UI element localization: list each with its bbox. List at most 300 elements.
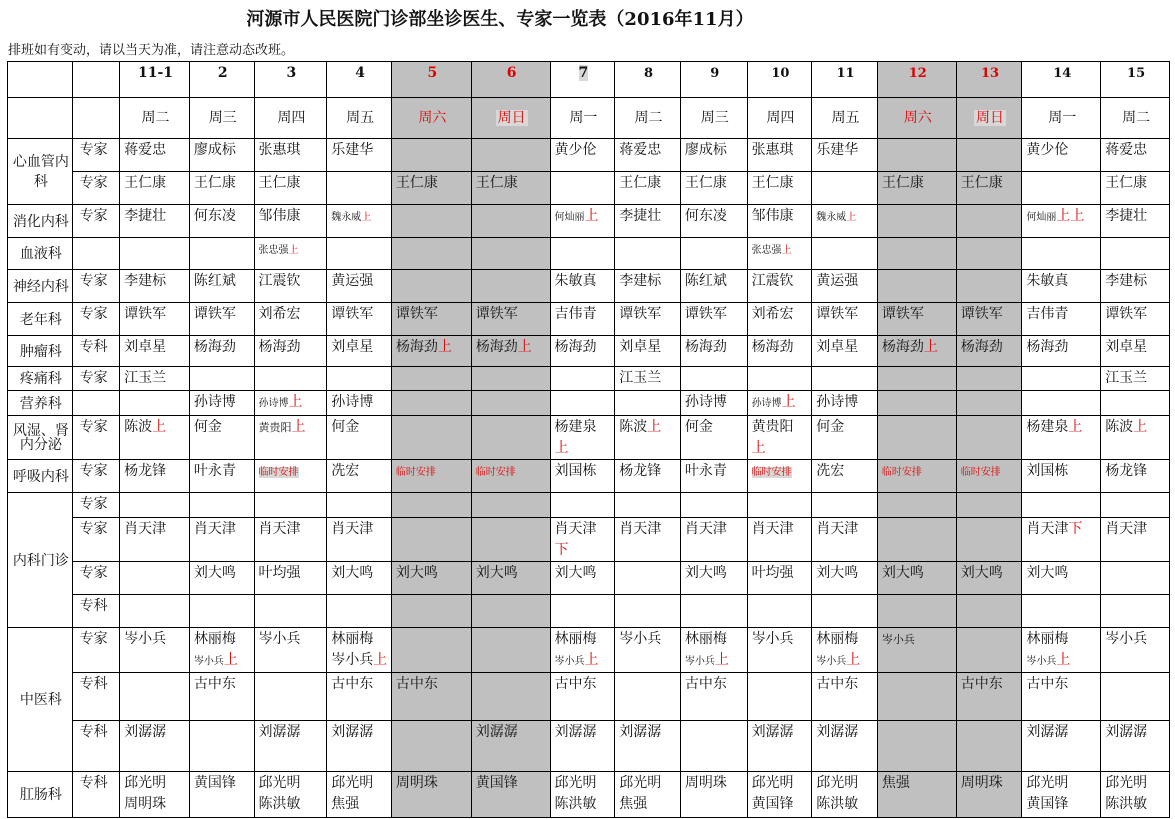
schedule-cell: 刘卓星 xyxy=(120,336,190,367)
schedule-cell: 刘卓星 xyxy=(1101,336,1170,367)
shift-marker: 下 xyxy=(1068,521,1083,537)
schedule-cell: 江玉兰 xyxy=(1101,367,1170,391)
shift-marker: 上 xyxy=(1068,419,1083,435)
schedule-cell: 刘大鸣 xyxy=(956,562,1022,595)
schedule-cell: 王仁康 xyxy=(615,172,681,205)
shift-marker: 上 xyxy=(517,339,532,355)
doctor-name: 黄国锋 xyxy=(475,775,518,791)
doctor-name: 邱光明 xyxy=(619,775,662,791)
shift-marker: 上 xyxy=(584,652,599,668)
schedule-cell xyxy=(680,721,747,772)
schedule-cell xyxy=(391,367,471,391)
schedule-cell: 王仁康 xyxy=(747,172,812,205)
category-cell: 专科 xyxy=(72,772,119,818)
category-cell: 专家 xyxy=(72,303,119,336)
doctor-name: 黄国锋 xyxy=(751,796,794,812)
weekday-cell xyxy=(956,98,1022,139)
schedule-cell: 王仁康 xyxy=(254,172,327,205)
schedule-cell: 谭铁军 xyxy=(680,303,747,336)
schedule-cell: 杨海劲 xyxy=(1022,336,1101,367)
schedule-cell: 古中东 xyxy=(812,673,878,721)
dept-cell: 呼吸内科 xyxy=(8,460,73,493)
schedule-cell xyxy=(120,595,190,628)
schedule-cell xyxy=(956,493,1022,518)
weekday-cell: 周六 xyxy=(877,98,956,139)
schedule-row xyxy=(8,416,1170,460)
shift-marker: 上 xyxy=(781,245,792,256)
doctor-name: 杨建泉 xyxy=(1026,419,1069,435)
dept-cell: 疼痛科 xyxy=(8,367,73,391)
doctor-name: 黄国锋 xyxy=(193,775,236,791)
schedule-cell xyxy=(254,416,327,460)
schedule-cell: 刘卓星 xyxy=(812,336,878,367)
schedule-cell xyxy=(189,493,254,518)
schedule-cell xyxy=(550,367,615,391)
shift-marker: 上 xyxy=(1070,208,1085,224)
schedule-cell xyxy=(747,416,812,460)
schedule-cell: 刘大鸣 xyxy=(812,562,878,595)
doctor-name: 陈洪敏 xyxy=(258,796,301,812)
schedule-cell xyxy=(680,493,747,518)
schedule-cell: 孙诗博 xyxy=(189,391,254,416)
schedule-cell xyxy=(956,367,1022,391)
schedule-row xyxy=(8,518,1170,562)
schedule-cell: 古中东 xyxy=(956,673,1022,721)
schedule-cell: 杨海劲 xyxy=(550,336,615,367)
schedule-cell xyxy=(956,205,1022,238)
schedule-cell xyxy=(391,772,471,818)
schedule-cell: 谭铁军 xyxy=(1101,303,1170,336)
schedule-cell: 刘大鸣 xyxy=(189,562,254,595)
schedule-cell xyxy=(120,416,190,460)
doctor-name: 林丽梅 xyxy=(331,631,374,647)
schedule-cell: 刘潺潺 xyxy=(471,721,550,772)
shift-marker: 上 xyxy=(1133,419,1148,435)
schedule-cell xyxy=(189,772,254,818)
schedule-cell: 肖天津 xyxy=(254,518,327,562)
doctor-name: 邱光明 xyxy=(751,775,794,791)
weekday-cell: 周一 xyxy=(550,98,615,139)
date-cell: 13 xyxy=(956,62,1022,98)
schedule-cell xyxy=(391,416,471,460)
schedule-cell: 刘潺潺 xyxy=(120,721,190,772)
category-cell: 专家 xyxy=(72,172,119,205)
schedule-row xyxy=(8,336,1170,367)
doctor-name: 岑小兵 xyxy=(193,656,224,667)
schedule-cell xyxy=(189,367,254,391)
date-cell: 12 xyxy=(877,62,956,98)
schedule-cell xyxy=(1022,595,1101,628)
schedule-cell: 李捷壮 xyxy=(615,205,681,238)
schedule-cell: 吉伟青 xyxy=(550,303,615,336)
shift-marker: 下 xyxy=(554,542,569,558)
schedule-cell xyxy=(956,628,1022,673)
schedule-cell: 王仁康 xyxy=(189,172,254,205)
schedule-cell xyxy=(471,416,550,460)
dept-cell: 内科门诊 xyxy=(8,493,73,628)
schedule-cell xyxy=(956,391,1022,416)
doctor-name: 黄贵阳 xyxy=(258,421,292,434)
schedule-cell xyxy=(812,172,878,205)
schedule-cell xyxy=(877,493,956,518)
schedule-row xyxy=(8,270,1170,303)
doctor-name: 陈波 xyxy=(619,419,648,435)
schedule-cell xyxy=(471,595,550,628)
schedule-cell xyxy=(327,172,392,205)
schedule-cell xyxy=(327,205,392,238)
schedule-cell xyxy=(327,595,392,628)
weekday-header-row xyxy=(8,98,1170,139)
schedule-row xyxy=(8,673,1170,721)
schedule-row xyxy=(8,460,1170,493)
schedule-cell xyxy=(471,270,550,303)
schedule-cell xyxy=(1022,772,1101,818)
category-cell: 专家 xyxy=(72,460,119,493)
doctor-name: 邱光明 xyxy=(1026,775,1069,791)
schedule-cell: 谭铁军 xyxy=(120,303,190,336)
doctor-name: 焦强 xyxy=(331,796,360,812)
doctor-name: 陈波 xyxy=(1105,419,1134,435)
schedule-cell: 朱敏真 xyxy=(550,270,615,303)
schedule-cell xyxy=(1101,595,1170,628)
schedule-cell xyxy=(615,673,681,721)
schedule-cell xyxy=(1022,518,1101,562)
schedule-cell: 吉伟青 xyxy=(1022,303,1101,336)
date-cell: 14 xyxy=(1022,62,1101,98)
doctor-name: 何灿丽 xyxy=(1026,212,1057,223)
schedule-cell xyxy=(120,772,190,818)
schedule-row xyxy=(8,205,1170,238)
schedule-cell: 肖天津 xyxy=(120,518,190,562)
schedule-cell: 王仁康 xyxy=(471,172,550,205)
schedule-cell xyxy=(747,772,812,818)
doctor-name: 岑小兵 xyxy=(684,656,715,667)
schedule-cell xyxy=(550,238,615,270)
schedule-cell: 王仁康 xyxy=(877,172,956,205)
schedule-cell: 刘大鸣 xyxy=(471,562,550,595)
schedule-cell xyxy=(120,238,190,270)
category-cell xyxy=(72,238,119,270)
date-cell: 6 xyxy=(471,62,550,98)
weekday-cell: 周三 xyxy=(189,98,254,139)
schedule-cell xyxy=(680,628,747,673)
category-cell: 专家 xyxy=(72,270,119,303)
schedule-cell: 张惠琪 xyxy=(254,139,327,172)
schedule-cell xyxy=(956,416,1022,460)
weekday-text: 周日 xyxy=(976,110,1005,126)
schedule-cell xyxy=(1101,238,1170,270)
date-cell: 2 xyxy=(189,62,254,98)
schedule-cell xyxy=(391,628,471,673)
schedule-cell xyxy=(120,562,190,595)
schedule-cell: 岑小兵 xyxy=(615,628,681,673)
schedule-cell: 谭铁军 xyxy=(812,303,878,336)
date-cell: 15 xyxy=(1101,62,1170,98)
doctor-name: 孙诗博 xyxy=(258,398,289,409)
corner-cell xyxy=(72,62,119,98)
schedule-cell xyxy=(254,367,327,391)
schedule-cell: 刘潺潺 xyxy=(1101,721,1170,772)
schedule-cell: 黄少伦 xyxy=(1022,139,1101,172)
schedule-cell xyxy=(1022,367,1101,391)
shift-marker: 上 xyxy=(361,212,372,223)
schedule-cell xyxy=(956,721,1022,772)
schedule-cell xyxy=(189,721,254,772)
dept-cell: 消化内科 xyxy=(8,205,73,238)
dept-cell: 中医科 xyxy=(8,628,73,772)
schedule-cell xyxy=(877,139,956,172)
schedule-cell xyxy=(550,595,615,628)
schedule-cell xyxy=(615,391,681,416)
schedule-cell xyxy=(615,772,681,818)
schedule-cell: 刘大鸣 xyxy=(1022,562,1101,595)
dept-cell: 肿瘤科 xyxy=(8,336,73,367)
schedule-table xyxy=(7,61,1170,818)
date-cell: 3 xyxy=(254,62,327,98)
schedule-cell xyxy=(812,628,878,673)
doctor-name: 邱光明 xyxy=(816,775,859,791)
schedule-cell xyxy=(877,628,956,673)
schedule-cell: 何金 xyxy=(189,416,254,460)
date-cell: 9 xyxy=(680,62,747,98)
weekday-text: 周日 xyxy=(497,110,526,126)
schedule-cell: 杨海劲 xyxy=(254,336,327,367)
schedule-cell xyxy=(391,139,471,172)
schedule-cell xyxy=(391,721,471,772)
shift-marker: 上 xyxy=(291,419,306,435)
schedule-cell xyxy=(1022,205,1101,238)
doctor-name: 林丽梅 xyxy=(684,631,727,647)
schedule-cell: 邹伟康 xyxy=(747,205,812,238)
date-cell: 10 xyxy=(747,62,812,98)
schedule-cell: 朱敏真 xyxy=(1022,270,1101,303)
dept-cell: 营养科 xyxy=(8,391,73,416)
schedule-cell: 肖天津 xyxy=(1101,518,1170,562)
schedule-cell: 冼宏 xyxy=(812,460,878,493)
schedule-cell xyxy=(877,460,956,493)
schedule-cell: 岑小兵 xyxy=(747,628,812,673)
schedule-cell xyxy=(812,772,878,818)
schedule-cell xyxy=(680,367,747,391)
schedule-cell xyxy=(877,673,956,721)
date-cell: 11-1 xyxy=(120,62,190,98)
schedule-row xyxy=(8,303,1170,336)
doctor-name: 陈洪敏 xyxy=(554,796,597,812)
schedule-cell xyxy=(550,628,615,673)
doctor-name: 林丽梅 xyxy=(1026,631,1069,647)
schedule-cell: 肖天津 xyxy=(327,518,392,562)
schedule-cell xyxy=(812,595,878,628)
doctor-name: 邱光明 xyxy=(1105,775,1148,791)
schedule-cell: 刘潺潺 xyxy=(550,721,615,772)
corner-cell xyxy=(72,98,119,139)
date-cell: 8 xyxy=(615,62,681,98)
schedule-cell: 杨海劲 xyxy=(680,336,747,367)
schedule-row xyxy=(8,772,1170,818)
doctor-name: 杨海劲 xyxy=(881,339,924,355)
category-cell: 专家 xyxy=(72,367,119,391)
schedule-cell xyxy=(471,139,550,172)
category-cell: 专科 xyxy=(72,595,119,628)
schedule-cell: 王仁康 xyxy=(956,172,1022,205)
schedule-cell xyxy=(1101,772,1170,818)
dept-cell: 风湿、肾内分泌 xyxy=(8,416,73,460)
schedule-cell xyxy=(327,238,392,270)
schedule-cell: 刘大鸣 xyxy=(391,562,471,595)
weekday-cell: 周一 xyxy=(1022,98,1101,139)
shift-marker: 上 xyxy=(846,212,857,223)
schedule-cell: 肖天津 xyxy=(812,518,878,562)
schedule-cell: 江震钦 xyxy=(254,270,327,303)
schedule-cell: 陈红斌 xyxy=(189,270,254,303)
schedule-cell xyxy=(877,416,956,460)
schedule-cell xyxy=(471,336,550,367)
doctor-name: 陈波 xyxy=(124,419,153,435)
schedule-cell: 刘大鸣 xyxy=(680,562,747,595)
doctor-name: 周明珠 xyxy=(124,796,167,812)
schedule-cell xyxy=(254,772,327,818)
schedule-cell: 叶均强 xyxy=(747,562,812,595)
category-cell: 专科 xyxy=(72,673,119,721)
dept-cell: 心血管内科 xyxy=(8,139,73,205)
schedule-cell: 张惠琪 xyxy=(747,139,812,172)
schedule-cell: 杨龙锋 xyxy=(120,460,190,493)
dept-cell: 神经内科 xyxy=(8,270,73,303)
doctor-name: 黄贵阳 xyxy=(751,419,794,435)
schedule-cell xyxy=(615,416,681,460)
schedule-cell: 王仁康 xyxy=(120,172,190,205)
shift-marker: 上 xyxy=(373,652,388,668)
schedule-cell: 古中东 xyxy=(327,673,392,721)
schedule-cell xyxy=(471,238,550,270)
schedule-cell: 冼宏 xyxy=(327,460,392,493)
category-cell: 专家 xyxy=(72,139,119,172)
schedule-cell xyxy=(120,673,190,721)
shift-marker: 上 xyxy=(781,394,796,410)
schedule-cell: 古中东 xyxy=(189,673,254,721)
schedule-cell xyxy=(1022,628,1101,673)
doctor-name: 邱光明 xyxy=(258,775,301,791)
page-title: 河源市人民医院门诊部坐诊医生、专家一览表（2016年11月） xyxy=(246,9,754,30)
doctor-name: 邱光明 xyxy=(331,775,374,791)
category-cell: 专科 xyxy=(72,336,119,367)
category-cell: 专家 xyxy=(72,493,119,518)
temp-arrangement: 临时安排 xyxy=(960,467,1001,478)
doctor-name: 肖天津 xyxy=(554,521,597,537)
doctor-name: 张忠强 xyxy=(751,245,782,256)
doctor-name: 岑小兵 xyxy=(331,652,374,668)
schedule-cell xyxy=(956,518,1022,562)
schedule-cell: 江玉兰 xyxy=(615,367,681,391)
date-cell: 5 xyxy=(391,62,471,98)
shift-marker: 上 xyxy=(751,440,766,456)
schedule-cell: 岑小兵 xyxy=(120,628,190,673)
schedule-cell: 刘潺潺 xyxy=(615,721,681,772)
weekday-cell xyxy=(471,98,550,139)
schedule-cell xyxy=(877,367,956,391)
schedule-cell: 何金 xyxy=(327,416,392,460)
schedule-cell: 谭铁军 xyxy=(615,303,681,336)
schedule-cell: 李建标 xyxy=(120,270,190,303)
schedule-cell xyxy=(956,460,1022,493)
temp-arrangement: 临时安排 xyxy=(258,467,299,478)
schedule-cell: 刘潺潺 xyxy=(747,721,812,772)
schedule-cell xyxy=(680,772,747,818)
schedule-cell: 何东凌 xyxy=(189,205,254,238)
schedule-cell xyxy=(391,336,471,367)
schedule-cell: 刘卓星 xyxy=(327,336,392,367)
corner-cell xyxy=(8,98,73,139)
dept-cell: 老年科 xyxy=(8,303,73,336)
schedule-row xyxy=(8,493,1170,518)
shift-marker: 上 xyxy=(714,652,729,668)
schedule-cell: 刘大鸣 xyxy=(550,562,615,595)
weekday-cell: 周四 xyxy=(254,98,327,139)
date-cell: 11 xyxy=(812,62,878,98)
schedule-cell xyxy=(956,595,1022,628)
schedule-cell: 何东凌 xyxy=(680,205,747,238)
doctor-name: 邱光明 xyxy=(124,775,167,791)
shift-marker: 上 xyxy=(288,394,303,410)
shift-marker: 上 xyxy=(846,652,861,668)
doctor-name: 孙诗博 xyxy=(751,398,782,409)
schedule-cell xyxy=(550,391,615,416)
schedule-cell xyxy=(550,518,615,562)
dept-cell: 肛肠科 xyxy=(8,772,73,818)
doctor-name: 陈洪敏 xyxy=(1105,796,1148,812)
schedule-notice: 排班如有变动，请以当天为准，请注意动态改班。 xyxy=(8,43,295,58)
schedule-cell xyxy=(471,205,550,238)
schedule-cell: 岑小兵 xyxy=(1101,628,1170,673)
doctor-name: 杨海劲 xyxy=(395,339,438,355)
category-cell: 专家 xyxy=(72,416,119,460)
schedule-cell: 杨海劲 xyxy=(956,336,1022,367)
schedule-cell: 杨龙锋 xyxy=(615,460,681,493)
date-text: 7 xyxy=(578,65,589,81)
schedule-cell xyxy=(956,270,1022,303)
schedule-cell xyxy=(391,205,471,238)
schedule-cell: 王仁康 xyxy=(680,172,747,205)
shift-marker: 上 xyxy=(223,652,238,668)
schedule-cell: 杨海劲 xyxy=(189,336,254,367)
schedule-row xyxy=(8,628,1170,673)
doctor-name: 杨建泉 xyxy=(554,419,597,435)
schedule-cell: 蒋爱忠 xyxy=(615,139,681,172)
schedule-cell: 刘大鸣 xyxy=(327,562,392,595)
schedule-cell: 谭铁军 xyxy=(471,303,550,336)
weekday-cell: 周四 xyxy=(747,98,812,139)
doctor-name: 周明珠 xyxy=(684,775,727,791)
shift-marker: 上 xyxy=(554,440,569,456)
doctor-name: 岑小兵 xyxy=(881,633,915,646)
schedule-cell: 王仁康 xyxy=(391,172,471,205)
schedule-cell xyxy=(391,270,471,303)
category-cell: 专科 xyxy=(72,721,119,772)
schedule-cell: 孙诗博 xyxy=(812,391,878,416)
schedule-cell: 黄运强 xyxy=(812,270,878,303)
schedule-cell xyxy=(327,367,392,391)
schedule-cell: 李捷壮 xyxy=(120,205,190,238)
doctor-name: 岑小兵 xyxy=(816,656,847,667)
schedule-cell: 谭铁军 xyxy=(189,303,254,336)
doctor-name: 林丽梅 xyxy=(193,631,236,647)
doctor-name: 黄国锋 xyxy=(1026,796,1069,812)
schedule-cell xyxy=(254,673,327,721)
weekday-cell: 周二 xyxy=(1101,98,1170,139)
schedule-cell xyxy=(254,460,327,493)
category-cell: 专家 xyxy=(72,562,119,595)
schedule-cell xyxy=(1101,391,1170,416)
